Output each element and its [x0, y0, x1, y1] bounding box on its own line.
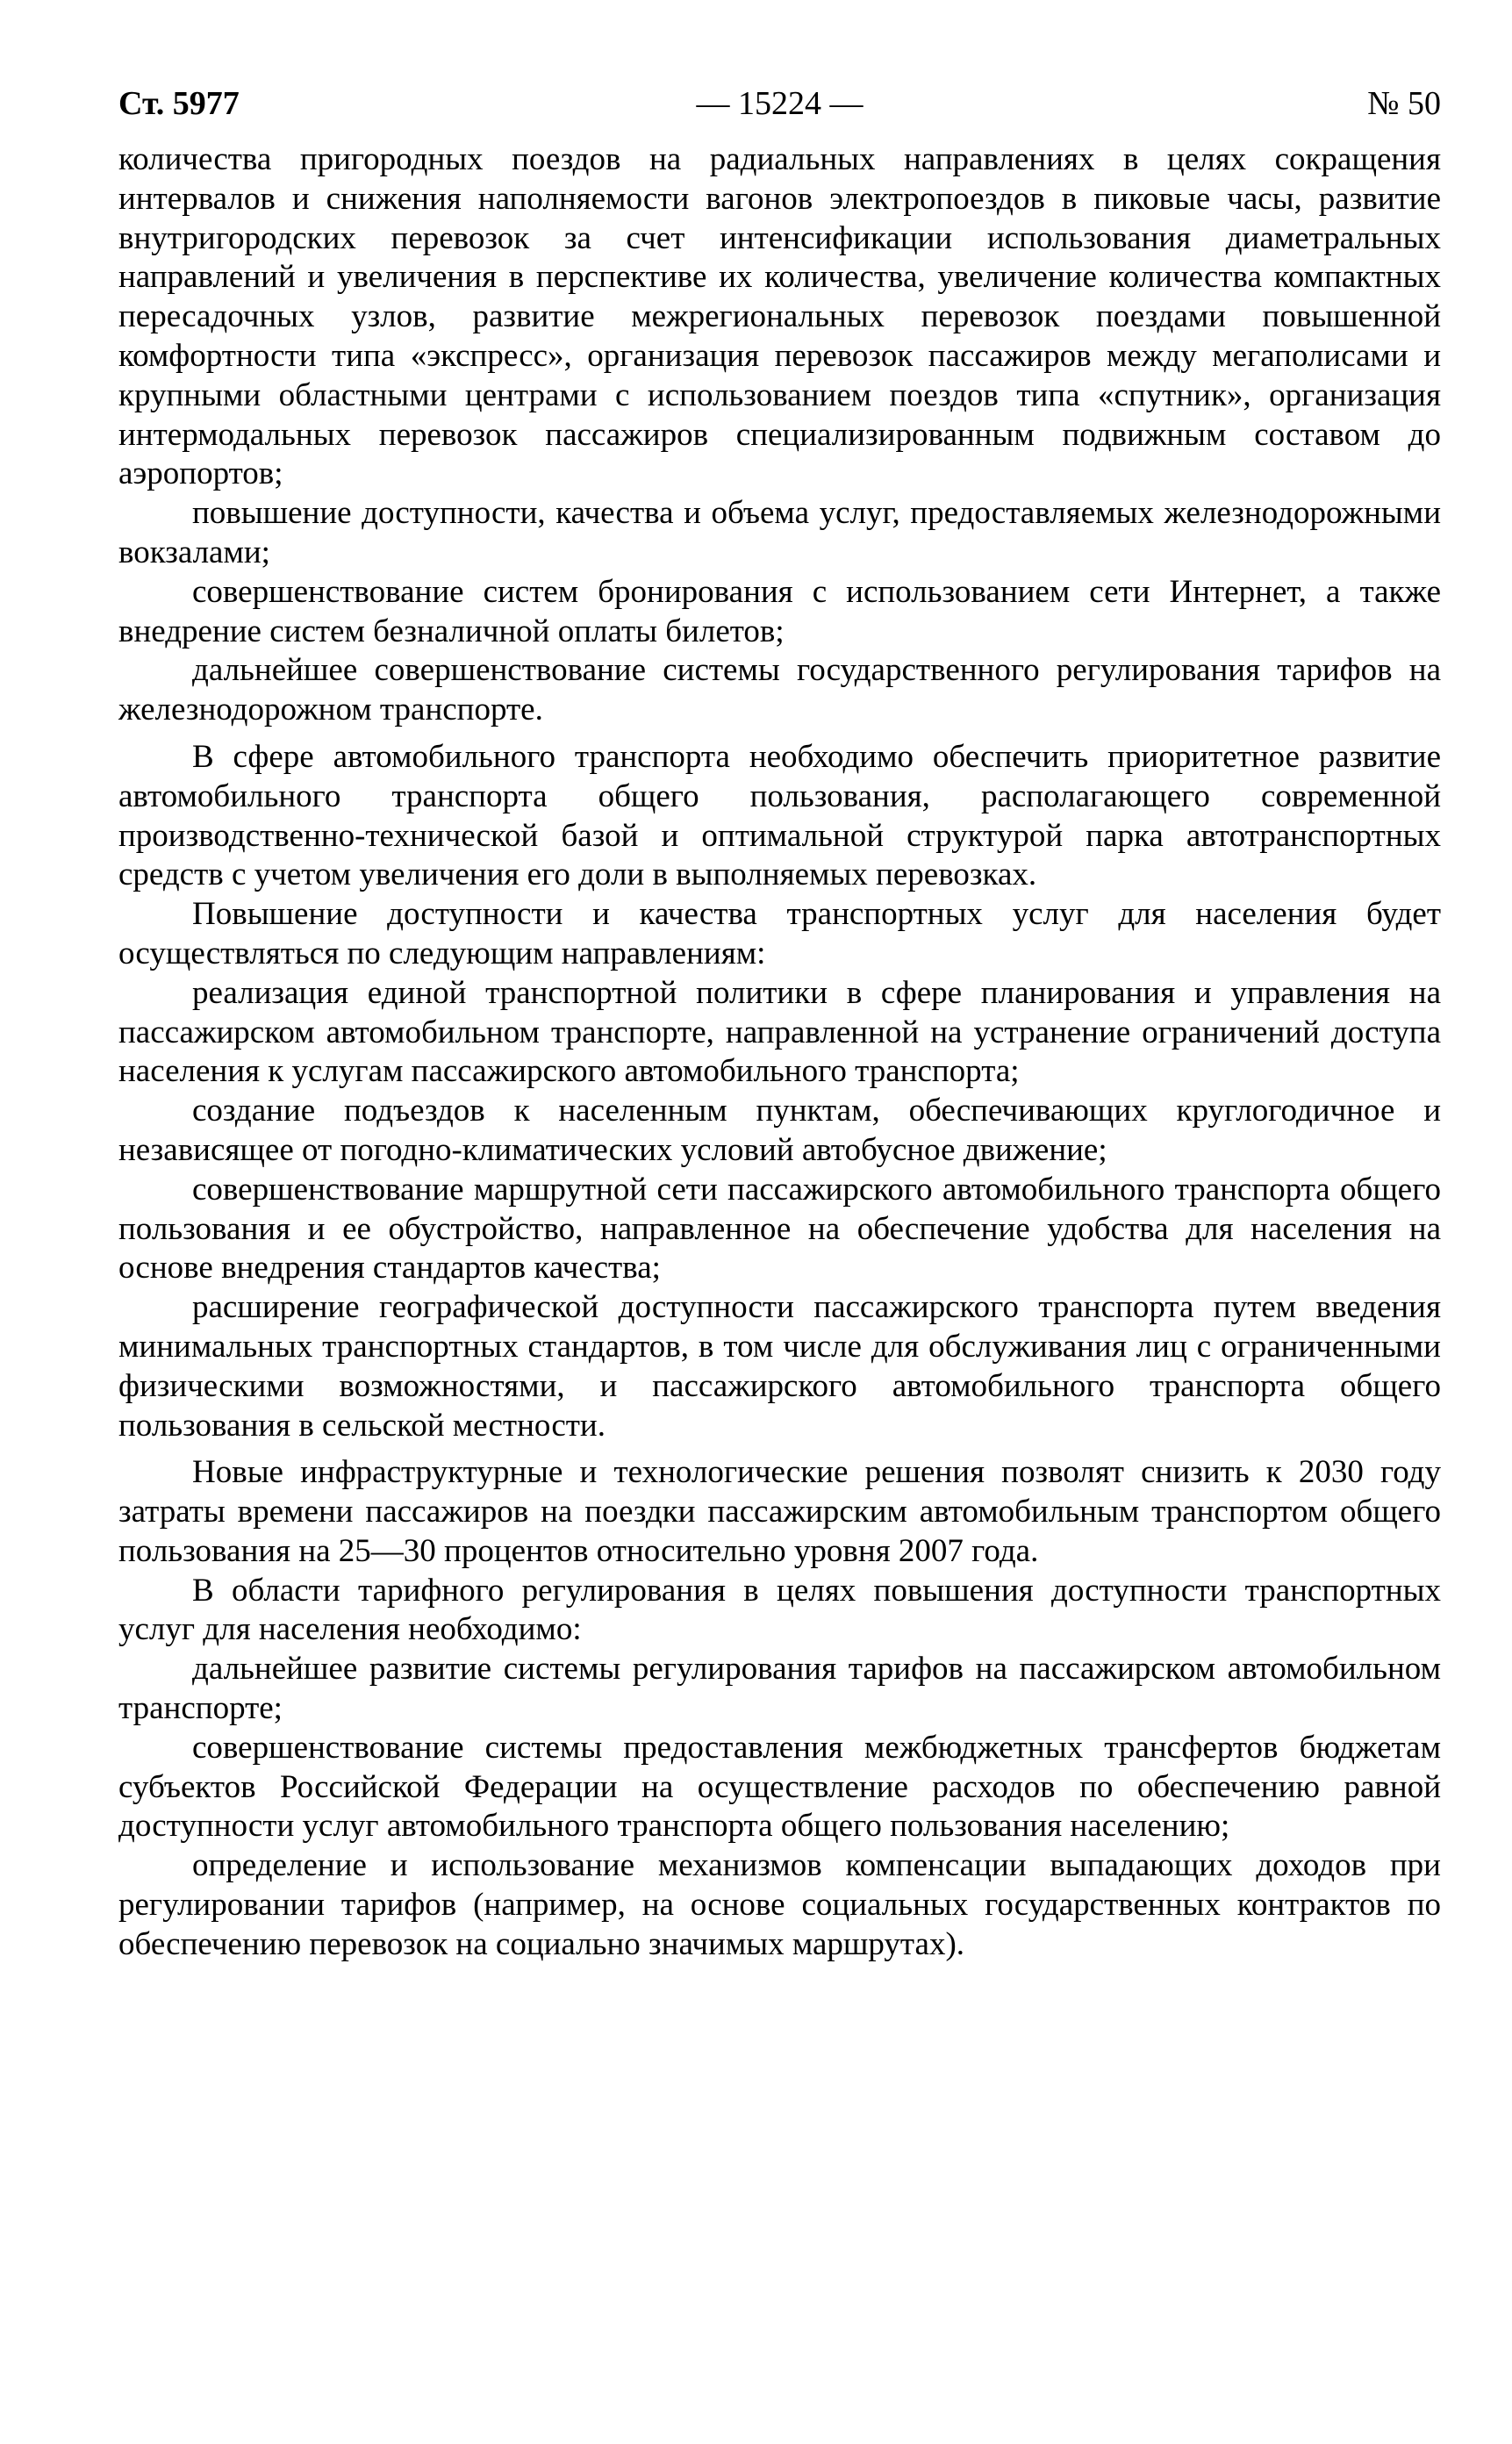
paragraph: В сфере автомобильного транспорта необходимо обеспечить приоритетное развитие автомобильного транспорта общего пользования, располагающего современной производственно-технической базой и оптимальной структурой парка автотранспортных средств с учетом увеличения его доли в выполняемых перевозках.	[118, 738, 1441, 893]
issue-number: № 50	[1367, 85, 1441, 122]
paragraph: Повышение доступности и качества транспортных услуг для населения будет осуществляться по следующим направлениям:	[118, 896, 1441, 971]
document-page	[118, 77, 1441, 1965]
list-item: совершенствование системы предоставления межбюджетных трансфертов бюджетам субъектов Российской Федерации на осуществление расходов по обеспечению равной доступности услуг автомобильного транспорта общего пользования населению;	[118, 1729, 1441, 1845]
list-item: совершенствование систем бронирования с использованием сети Интернет, а также внедрение систем безналичной оплаты билетов;	[118, 573, 1441, 649]
list-item: дальнейшее развитие системы регулирования тарифов на пассажирском автомобильном транспорте;	[118, 1651, 1441, 1727]
list-item: реализация единой транспортной политики в сфере планирования и управления на пассажирском автомобильном транспорте, направленной на устранение ограничений доступа населения к услугам пассажирского автомобильного транспорта;	[118, 974, 1441, 1090]
page-header	[118, 77, 1441, 130]
paragraph: количества пригородных поездов на радиальных направлениях в целях сокращения интервалов и снижения наполняемости вагонов электропоездов в пиковые часы, развитие внутригородских перевозок за счет интенсификации использования диаметральных направлений и увеличения в перспективе их количества, увеличение количества компактных пересадочных узлов, развитие межрегиональных перевозок поездами повышенной комфортности типа «экспресс», организация перевозок пассажиров между мегаполисами и крупными областными центрами с использованием поездов типа «спутник», организация интермодальных перевозок пассажиров специализированным подвижным составом до аэропортов;	[118, 141, 1441, 492]
list-item: расширение географической доступности пассажирского транспорта путем введения минимальных транспортных стандартов, в том числе для обслуживания лиц с ограниченными физическими возможностями, и пассажирского автомобильного транспорта общего пользования в сельской местности.	[118, 1289, 1441, 1444]
page-number: — 15224 —	[696, 85, 863, 122]
list-item: совершенствование маршрутной сети пассажирского автомобильного транспорта общего пользования и ее обустройство, направленное на обеспечение удобства для населения на основе внедрения стандартов качества;	[118, 1171, 1441, 1287]
list-item: определение и использование механизмов компенсации выпадающих доходов при регулировании тарифов (например, на основе социальных государственных контрактов по обеспечению перевозок на социально значимых маршрутах).	[118, 1847, 1441, 1962]
paragraph: Новые инфраструктурные и технологические решения позволят снизить к 2030 году затраты времени пассажиров на поездки пассажирским автомобильным транспортом общего пользования на 25—30 процентов относительно уровня 2007 года.	[118, 1454, 1441, 1569]
paragraph: В области тарифного регулирования в целях повышения доступности транспортных услуг для населения необходимо:	[118, 1572, 1441, 1648]
article-number: Ст. 5977	[118, 85, 240, 122]
list-item: дальнейшее совершенствование системы государственного регулирования тарифов на железнодорожном транспорте.	[118, 652, 1441, 728]
list-item: повышение доступности, качества и объема услуг, предоставляемых железнодорожными вокзалами;	[118, 495, 1441, 570]
list-item: создание подъездов к населенным пунктам, обеспечивающих круглогодичное и независящее от погодно-климатических условий автобусное движение;	[118, 1093, 1441, 1168]
document-body	[118, 140, 1441, 1965]
